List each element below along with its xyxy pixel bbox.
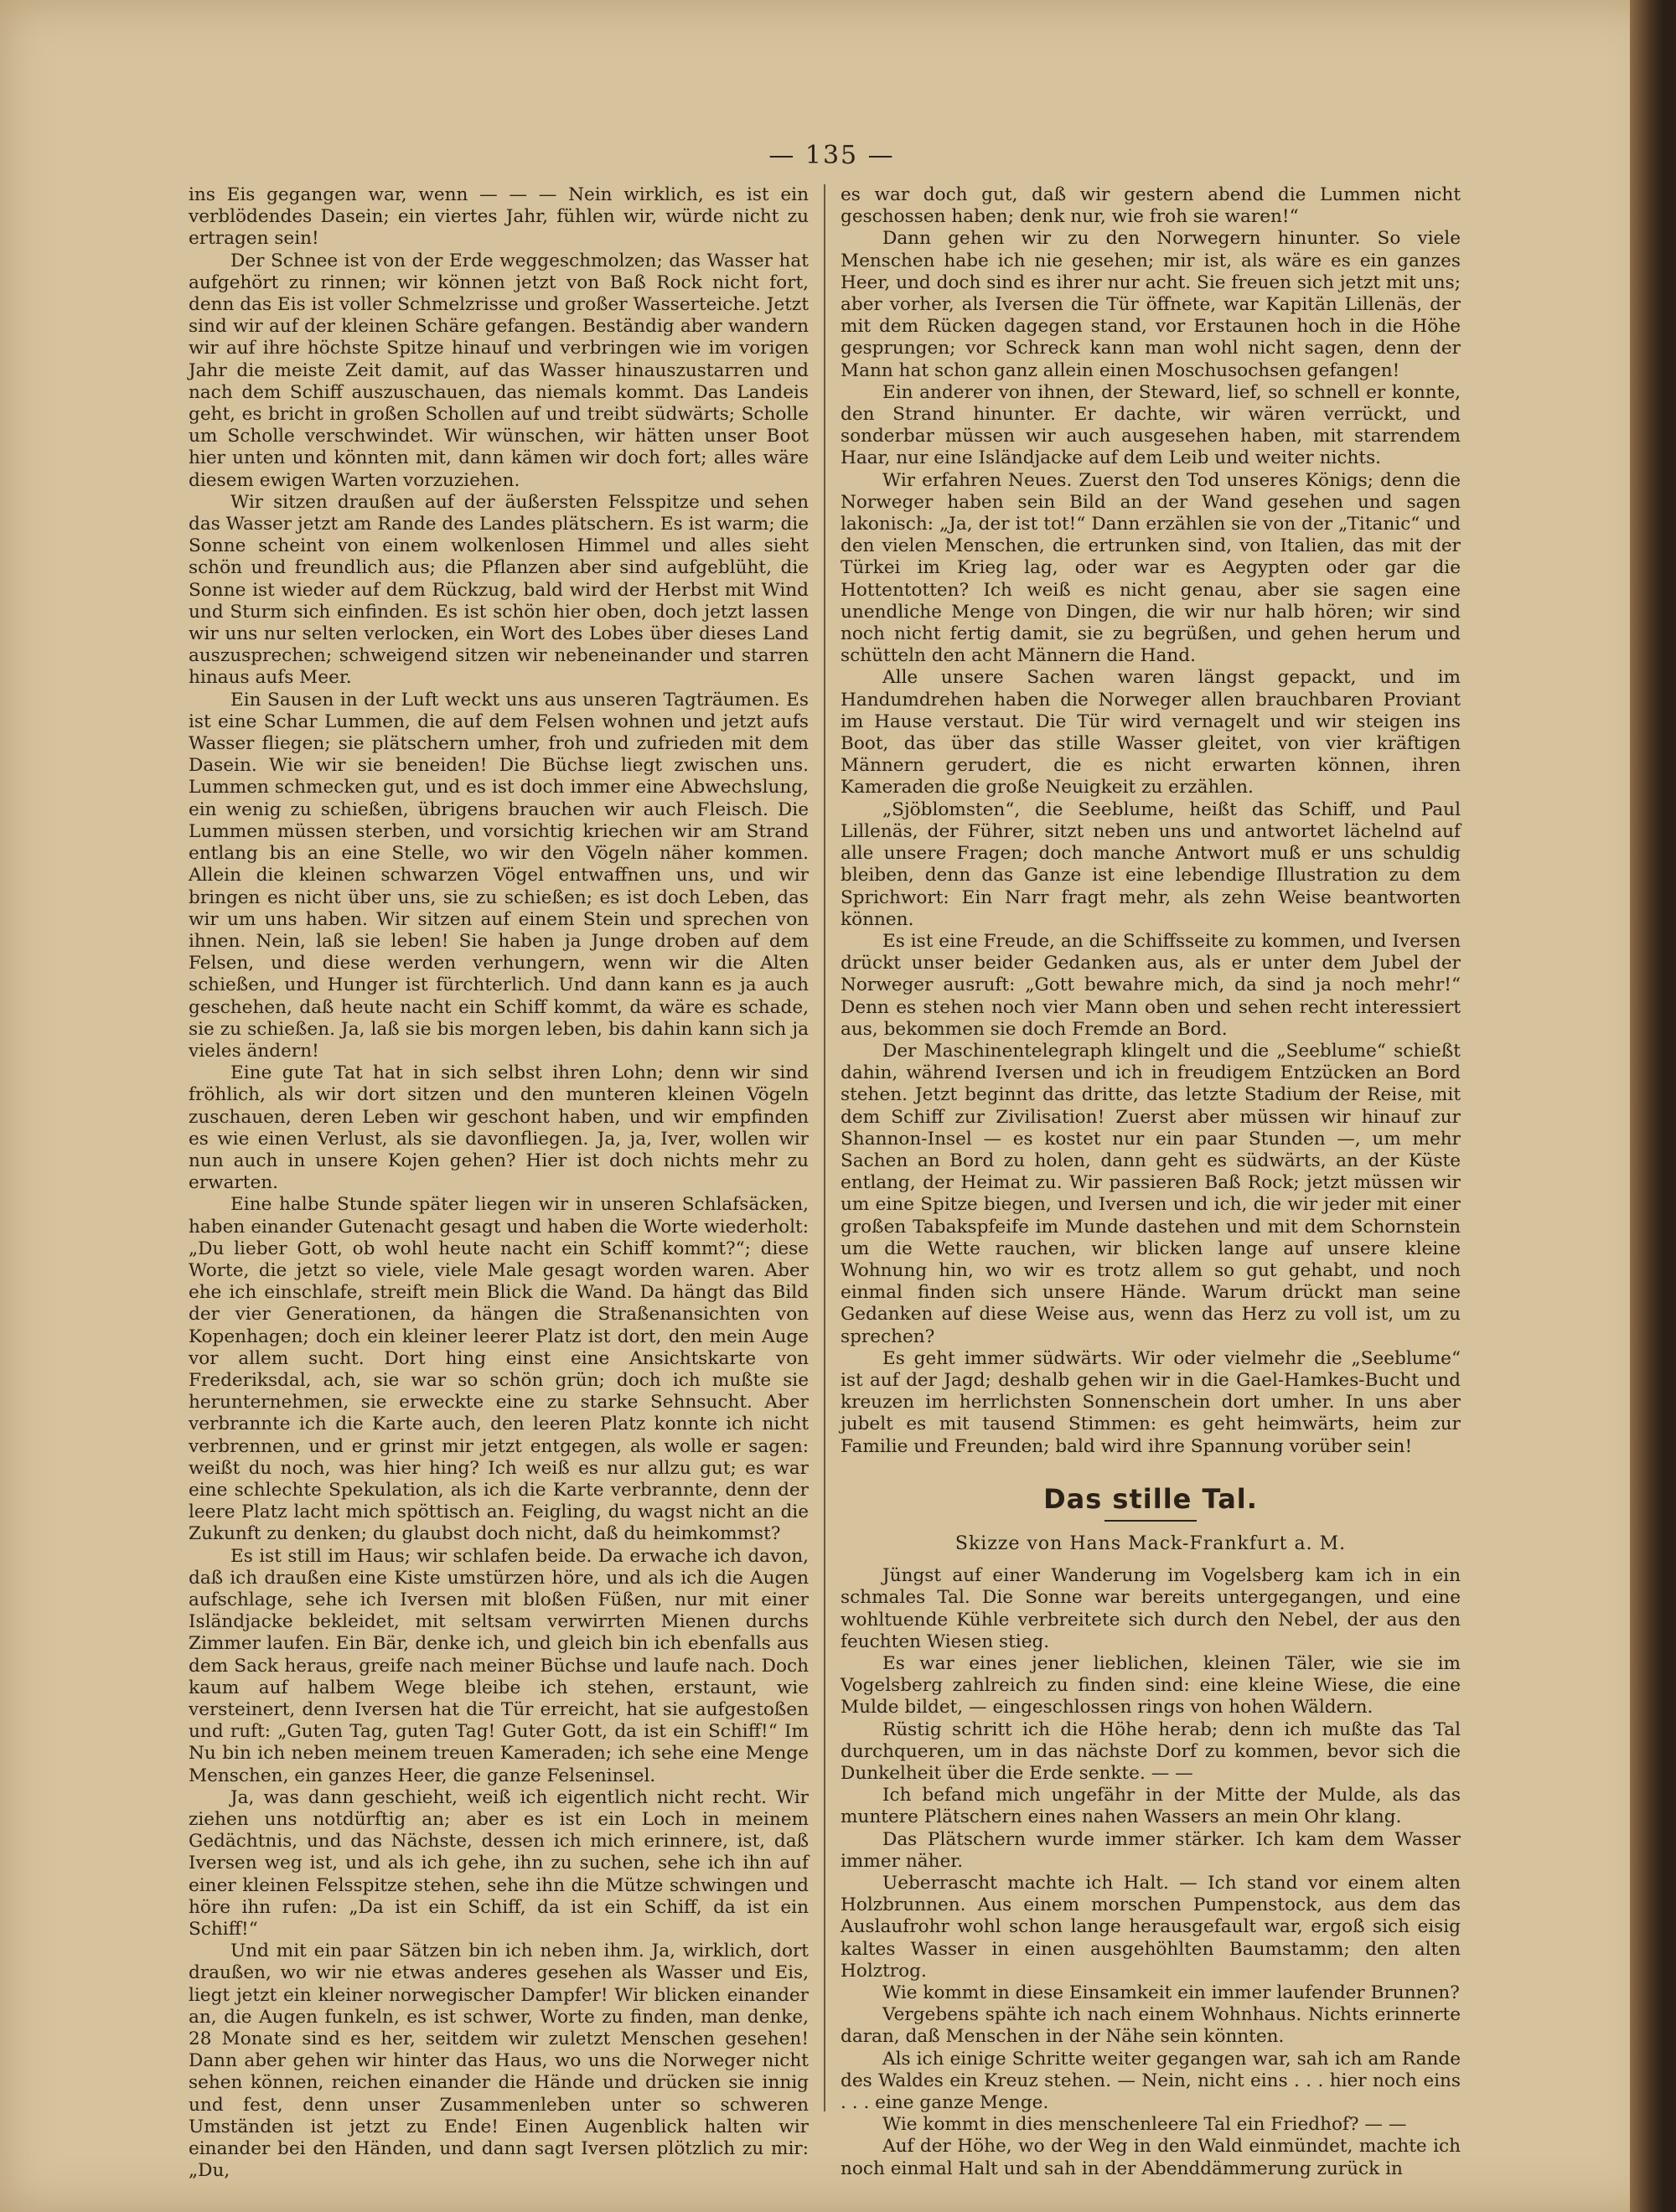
paragraph: Es war eines jener lieblichen, kleinen Täler, wie sie im Vogelsberg zahlreich zu finden sind: eine kleine Wiese, die eine Mulde bildet, — eingeschlossen rings von hohen Wäldern. — [841, 1653, 1461, 1718]
story-title: Das stille Tal. — [1043, 1482, 1258, 1515]
paragraph: Wir erfahren Neues. Zuerst den Tod unseres Königs; denn die Norweger haben sein Bild an der Wand gesehen und sagen lakonisch: „Ja, der ist tot!“ Dann erzählen sie von der „Titanic“ und den vielen Menschen, die ertrunken sind, von Italien, das mit der Türkei im Krieg lag, oder war es Aegypten oder gar die Hottentotten? Ich weiß es nicht genau, aber sie sagen eine unendliche Menge von Dingen, die wir nur halb hören; wir sind noch nicht fertig damit, sie zu begrüßen, und gehen herum und schütteln den acht Männern die Hand. — [841, 469, 1461, 667]
paragraph: „Sjöblomsten“, die Seeblume, heißt das Schiff, und Paul Lillenäs, der Führer, sitzt neben uns und antwortet lächelnd auf alle unsere Fragen; doch manche Antwort muß er uns schuldig bleiben, denn das Ganze ist eine lebendige Illustration zu dem Sprichwort: Ein Narr fragt mehr, als zehn Weise beantworten können. — [841, 798, 1461, 930]
paragraph: Ja, was dann geschieht, weiß ich eigentlich nicht recht. Wir ziehen uns notdürftig an; aber es ist ein Loch in meinem Gedächtnis, und das Nächste, dessen ich mich erinnere, ist, daß Iversen weg ist, und als ich gehe, ihn zu suchen, sehe ich ihn auf einer kleinen Felsspitze stehen, sehe ihn die Mütze schwingen und höre ihn rufen: „Da ist ein Schiff, da ist ein Schiff, da ist ein Schiff!“ — [189, 1786, 809, 1941]
paragraph: Als ich einige Schritte weiter gegangen war, sah ich am Rande des Waldes ein Kreuz stehen. — Nein, nicht eins . . . hier noch eins . . . eine ganze Menge. — [841, 2048, 1461, 2114]
paragraph: Eine gute Tat hat in sich selbst ihren Lohn; denn wir sind fröhlich, als wir dort sitzen und den munteren kleinen Vögeln zuschauen, deren Leben wir geschont haben, und wir empfinden es wie einen Verlust, als sie davonfliegen. Ja, ja, Iver, wollen wir nun auch in unsere Kojen gehen? Hier ist doch nichts mehr zu erwarten. — [189, 1062, 809, 1194]
paragraph: Wir sitzen draußen auf der äußersten Felsspitze und sehen das Wasser jetzt am Rande des Landes plätschern. Es ist warm; die Sonne scheint von einem wolkenlosen Himmel und alles sieht schön und freundlich aus; die Pflanzen aber sind aufgeblüht, die Sonne ist wieder auf dem Rückzug, bald wird der Herbst mit Wind und Sturm sich einfinden. Es ist schön hier oben, doch jetzt lassen wir uns nur selten verlocken, ein Wort des Lobes über dieses Land auszusprechen; schweigend sitzen wir nebeneinander und starren hinaus aufs Meer. — [189, 491, 809, 689]
paragraph: Ein anderer von ihnen, der Steward, lief, so schnell er konnte, den Strand hinunter. Er dachte, wir wären verrückt, und sonderbar müssen wir auch ausgesehen haben, mit starrendem Haar, nur eine Isländjacke auf dem Leib und weiter nichts. — [841, 381, 1461, 469]
paragraph: Rüstig schritt ich die Höhe herab; denn ich mußte das Tal durchqueren, um in das nächste Dorf zu kommen, bevor sich die Dunkelheit über die Erde senkte. — — — [841, 1718, 1461, 1785]
paragraph: Der Maschinentelegraph klingelt und die „Seeblume“ schießt dahin, während Iversen und ich in freudigem Entzücken an Bord stehen. Jetzt beginnt das dritte, das letzte Stadium der Reise, mit dem Schiff zur Zivilisation! Zuerst aber müssen wir hinauf zur Shannon-Insel — es kostet nur ein paar Stunden —, um mehr Sachen an Bord zu holen, dann geht es südwärts, an der Küste entlang, der Heimat zu. Wir passieren Baß Rock; jetzt müssen wir um eine Spitze biegen, und Iversen und ich, die wir jeder mit einer großen Tabakspfeife im Munde dastehen und mit dem Schornstein um die Wette rauchen, wir blicken lange auf unsere kleine Wohnung hin, wo wir es trotz allem so gut gehabt, und noch einmal finden sich unsere Hände. Warum drückt man seine Gedanken auf diese Weise aus, wenn das Herz zu voll ist, um zu sprechen? — [841, 1040, 1461, 1347]
paragraph: Es ist still im Haus; wir schlafen beide. Da erwache ich davon, daß ich draußen eine Kiste umstürzen höre, und als ich die Augen aufschlage, sehe ich Iversen mit bloßen Füßen, nur mit einer Isländjacke bekleidet, mit seltsam verwirrten Mienen durchs Zimmer laufen. Ein Bär, denke ich, und gleich bin ich ebenfalls aus dem Sack heraus, greife nach meiner Büchse und laufe nach. Doch kaum auf halbem Wege bleibe ich stehen, erstaunt, wie versteinert, denn Iversen hat die Tür erreicht, hat sie aufgestoßen und ruft: „Guten Tag, guten Tag! Guter Gott, da ist ein Schiff!“ Im Nu bin ich neben meinem treuen Kameraden; ich sehe eine Menge Menschen, ein ganzes Heer, die ganze Felseninsel. — [189, 1545, 809, 1786]
paragraph: Ueberrascht machte ich Halt. — Ich stand vor einem alten Holzbrunnen. Aus einem morschen Pumpenstock, aus dem das Auslaufrohr wohl schon lange herausgefault war, ergoß sich eisig kaltes Wasser in einen ausgehöhlten Baumstamm; den alten Holztrog. — [841, 1873, 1461, 1982]
paragraph: Das Plätschern wurde immer stärker. Ich kam dem Wasser immer näher. — [841, 1828, 1461, 1872]
paragraph: ins Eis gegangen war, wenn — — — Nein wirklich, es ist ein verblödendes Dasein; ein viertes Jahr, fühlen wir, würde nicht zu ertragen sein! — [189, 184, 809, 250]
paragraph: Es geht immer südwärts. Wir oder vielmehr die „Seeblume“ ist auf der Jagd; deshalb gehen wir in die Gael-Hamkes-Bucht und kreuzen im herrlichsten Sonnenschein dort umher. In uns aber jubelt es mit tausend Stimmen: es geht heimwärts, heim zur Familie und Freunden; bald wird ihre Spannung vorüber sein! — [841, 1347, 1461, 1457]
paragraph: Es ist eine Freude, an die Schiffsseite zu kommen, und Iversen drückt unser beider Gedanken aus, als er unter dem Jubel der Norweger ausruft: „Gott bewahre mich, da sind ja noch mehr!“ Denn es stehen noch vier Mann oben und sehen recht interessiert aus, bekommen sie doch Fremde an Bord. — [841, 930, 1461, 1040]
paragraph: Wie kommt in diese Einsamkeit ein immer laufender Brunnen? — [882, 1982, 1460, 2004]
paragraph: Jüngst auf einer Wanderung im Vogelsberg kam ich in ein schmales Tal. Die Sonne war bereits untergegangen, und eine wohltuende Kühle verbreitete sich durch den Nebel, der aus den feuchten Wiesen stieg. — [841, 1565, 1461, 1652]
right-column — [841, 184, 1461, 2179]
title-rule — [1104, 1520, 1197, 1522]
story-byline: Skizze von Hans Mack-Frankfurt a. M. — [954, 1532, 1347, 1554]
paragraph: Der Schnee ist von der Erde weggeschmolzen; das Wasser hat aufgehört zu rinnen; wir können jetzt von Baß Rock nicht fort, denn das Eis ist voller Schmelzrisse und großer Wasserteiche. Jetzt sind wir auf der kleinen Schäre gefangen. Beständig aber wandern wir auf ihre höchste Spitze hinauf und verbringen wie im vorigen Jahr die meiste Zeit damit, auf das Wasser hinauszustarren und nach dem Schiff auszuschauen, das niemals kommt. Das Landeis geht, es bricht in großen Schollen auf und treibt südwärts; Scholle um Scholle verschwindet. Wir wünschen, wir hätten unser Boot hier unten und könnten mit, dann kämen wir doch fort; alles wäre diesem ewigen Warten vorzuziehen. — [189, 250, 809, 491]
page-number: — 135 — — [768, 141, 895, 170]
paragraph: Und mit ein paar Sätzen bin ich neben ihm. Ja, wirklich, dort draußen, wo wir nie etwas anderes gesehen als Wasser und Eis, liegt jetzt ein kleiner norwegischer Dampfer! Wir blicken einander an, die Augen funkeln, es ist schwer, Worte zu finden, man denke, 28 Monate sind es her, seitdem wir zuletzt Menschen gesehen! Dann aber gehen wir hinter das Haus, wo uns die Norweger nicht sehen können, reichen einander die Hände und drücken sie innig und fest, denn unser Zusammenleben unter so schweren Umständen ist jetzt zu Ende! Einen Augenblick halten wir einander bei den Händen, und dann sagt Iversen plötzlich zu mir: „Du, — [189, 1941, 809, 2182]
column-divider — [824, 184, 825, 2111]
book-spine-edge — [1630, 0, 1663, 2212]
paragraph: es war doch gut, daß wir gestern abend die Lummen nicht geschossen haben; denk nur, wie froh sie waren!“ — [841, 184, 1461, 228]
paragraph: Ein Sausen in der Luft weckt uns aus unseren Tagträumen. Es ist eine Schar Lummen, die auf dem Felsen wohnen und jetzt aufs Wasser fliegen; sie plätschern umher, froh und zufrieden mit dem Dasein. Wie wir sie beneiden! Die Büchse liegt zwischen uns. Lummen schmecken gut, und es ist doch immer eine Abwechslung, ein wenig zu schießen, übrigens brauchen wir auch Fleisch. Die Lummen müssen sterben, und vorsichtig kriechen wir am Strand entlang bis an eine Stelle, wo wir den Vögeln näher kommen. Allein die kleinen schwarzen Vögel entwaffnen uns, und wir bringen es nicht über uns, sie zu schießen; es ist doch Leben, das wir um uns haben. Wir sitzen auf einem Stein und sprechen von ihnen. Nein, laß sie leben! Sie haben ja Junge droben auf dem Felsen, und diese werden verhungern, wenn wir die Alten schießen, und Hunger ist fürchterlich. Und dann kann es ja auch geschehen, daß heute nacht ein Schiff kommt, da wäre es schade, sie zu schießen. Ja, laß sie bis morgen leben, bis dahin kann sich ja vieles ändern! — [189, 689, 809, 1062]
paragraph: Dann gehen wir zu den Norwegern hinunter. So viele Menschen habe ich nie gesehen; mir ist, als wäre es ein ganzes Heer, und doch sind es ihrer nur acht. Sie freuen sich jetzt mit uns; aber vorher, als Iversen die Tür öffnete, war Kapitän Lillenäs, der mit dem Rücken dagegen stand, vor Erstaunen hoch in die Höhe gesprungen; vor Schreck kann man wohl nicht sagen, denn der Mann hat schon ganz allein einen Moschusochsen gefangen! — [841, 228, 1461, 381]
left-column — [189, 184, 809, 2182]
paragraph: Ich befand mich ungefähr in der Mitte der Mulde, als das muntere Plätschern eines nahen Wassers an mein Ohr klang. — [841, 1785, 1461, 1828]
paragraph: Auf der Höhe, wo der Weg in den Wald einmündet, machte ich noch einmal Halt und sah in der Abenddämmerung zurück in — [841, 2136, 1461, 2179]
paragraph: Wie kommt in dies menschenleere Tal ein Friedhof? — — — [882, 2114, 1407, 2136]
paragraph: Alle unsere Sachen waren längst gepackt, und im Handumdrehen haben die Norweger allen brauchbaren Proviant im Hause verstaut. Die Tür wird vernagelt und wir steigen ins Boot, das über das stille Wasser gleitet, von vier kräftigen Männern gerudert, die es nicht erwarten können, ihren Kameraden die große Neuigkeit zu erzählen. — [841, 667, 1461, 798]
paragraph: Vergebens spähte ich nach einem Wohnhaus. Nichts erinnerte daran, daß Menschen in der Nähe sein könnten. — [841, 2004, 1461, 2048]
paragraph: Eine halbe Stunde später liegen wir in unseren Schlafsäcken, haben einander Gutenacht gesagt und haben die Worte wiederholt: „Du lieber Gott, ob wohl heute nacht ein Schiff kommt?“; diese Worte, die jetzt so viele, viele Male gesagt worden waren. Aber ehe ich einschlafe, streift mein Blick die Wand. Da hängt das Bild der vier Generationen, da hängen die Straßenansichten von Kopenhagen; doch ein kleiner leerer Platz ist dort, den mein Auge vor allem sucht. Dort hing einst eine Ansichtskarte von Frederiksdal, ach, sie war so schön grün; doch ich mußte sie herunternehmen, sie erweckte eine zu starke Sehnsucht. Aber verbrannte ich die Karte auch, den leeren Platz konnte ich nicht verbrennen, und er grinst mir jetzt entgegen, als wolle er sagen: weißt du noch, was hier hing? Ich weiß es nur allzu gut; es war eine schlechte Spekulation, als ich die Karte verbrannte, denn der leere Platz lacht mich spöttisch an. Feigling, du wagst nicht an die Zukunft zu denken; du glaubst doch nicht, daß du heimkommst? — [189, 1194, 809, 1545]
